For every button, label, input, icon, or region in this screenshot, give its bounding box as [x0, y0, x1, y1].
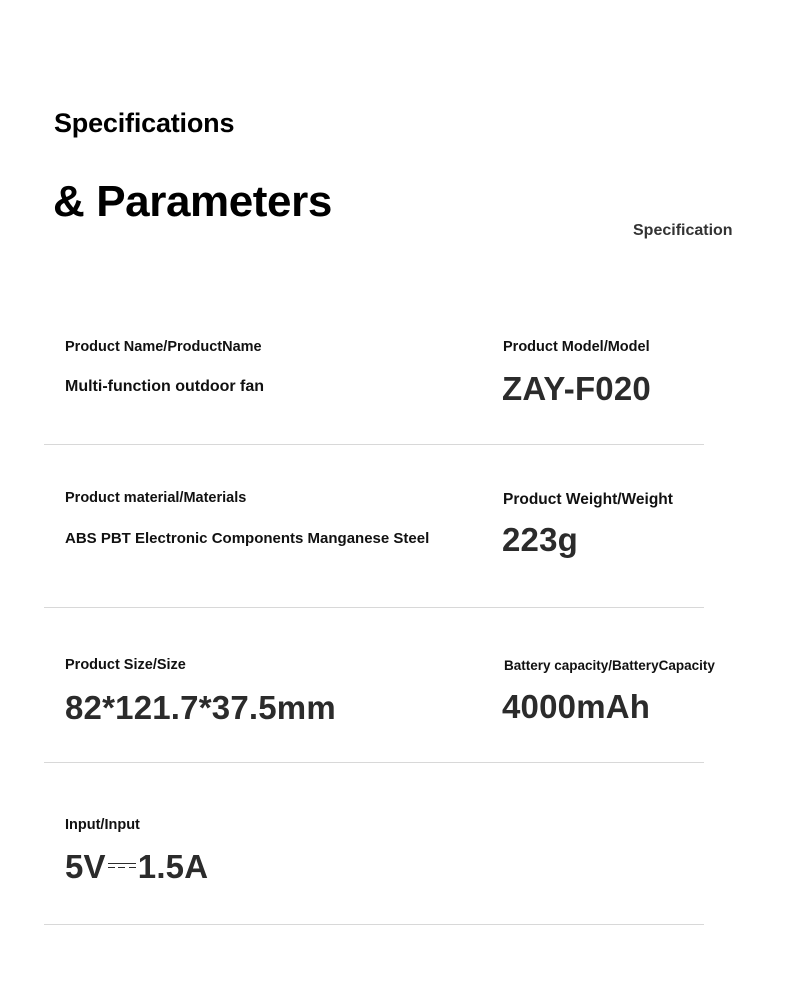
- dc-current-icon: [108, 862, 136, 870]
- weight-label: Product Weight/Weight: [503, 491, 673, 508]
- input-value: [65, 848, 208, 886]
- page-title-line-1: Specifications: [54, 108, 235, 138]
- page-title-line-2: & Parameters: [53, 177, 332, 226]
- product-model-label: Product Model/Model: [503, 339, 650, 355]
- size-value: 82*121.7*37.5mm: [65, 689, 336, 726]
- product-model-value: ZAY-F020: [502, 370, 651, 407]
- input-voltage: 5V: [65, 848, 106, 885]
- spec-row-3-divider: [44, 608, 704, 763]
- spec-row-4-divider: [44, 763, 704, 925]
- battery-value: 4000mAh: [502, 688, 651, 725]
- battery-label: Battery capacity/BatteryCapacity: [504, 658, 715, 673]
- weight-value: 223g: [502, 521, 579, 558]
- product-name-label: Product Name/ProductName: [65, 339, 262, 355]
- spec-row-2-divider: [44, 445, 704, 608]
- material-label: Product material/Materials: [65, 490, 247, 506]
- input-current: 1.5A: [137, 848, 209, 885]
- input-label: Input/Input: [65, 817, 140, 833]
- material-value: ABS PBT Electronic Components Manganese Steel: [65, 530, 430, 547]
- specification-tag: Specification: [633, 222, 733, 239]
- product-name-value: Multi-function outdoor fan: [65, 378, 265, 395]
- size-label: Product Size/Size: [65, 657, 186, 673]
